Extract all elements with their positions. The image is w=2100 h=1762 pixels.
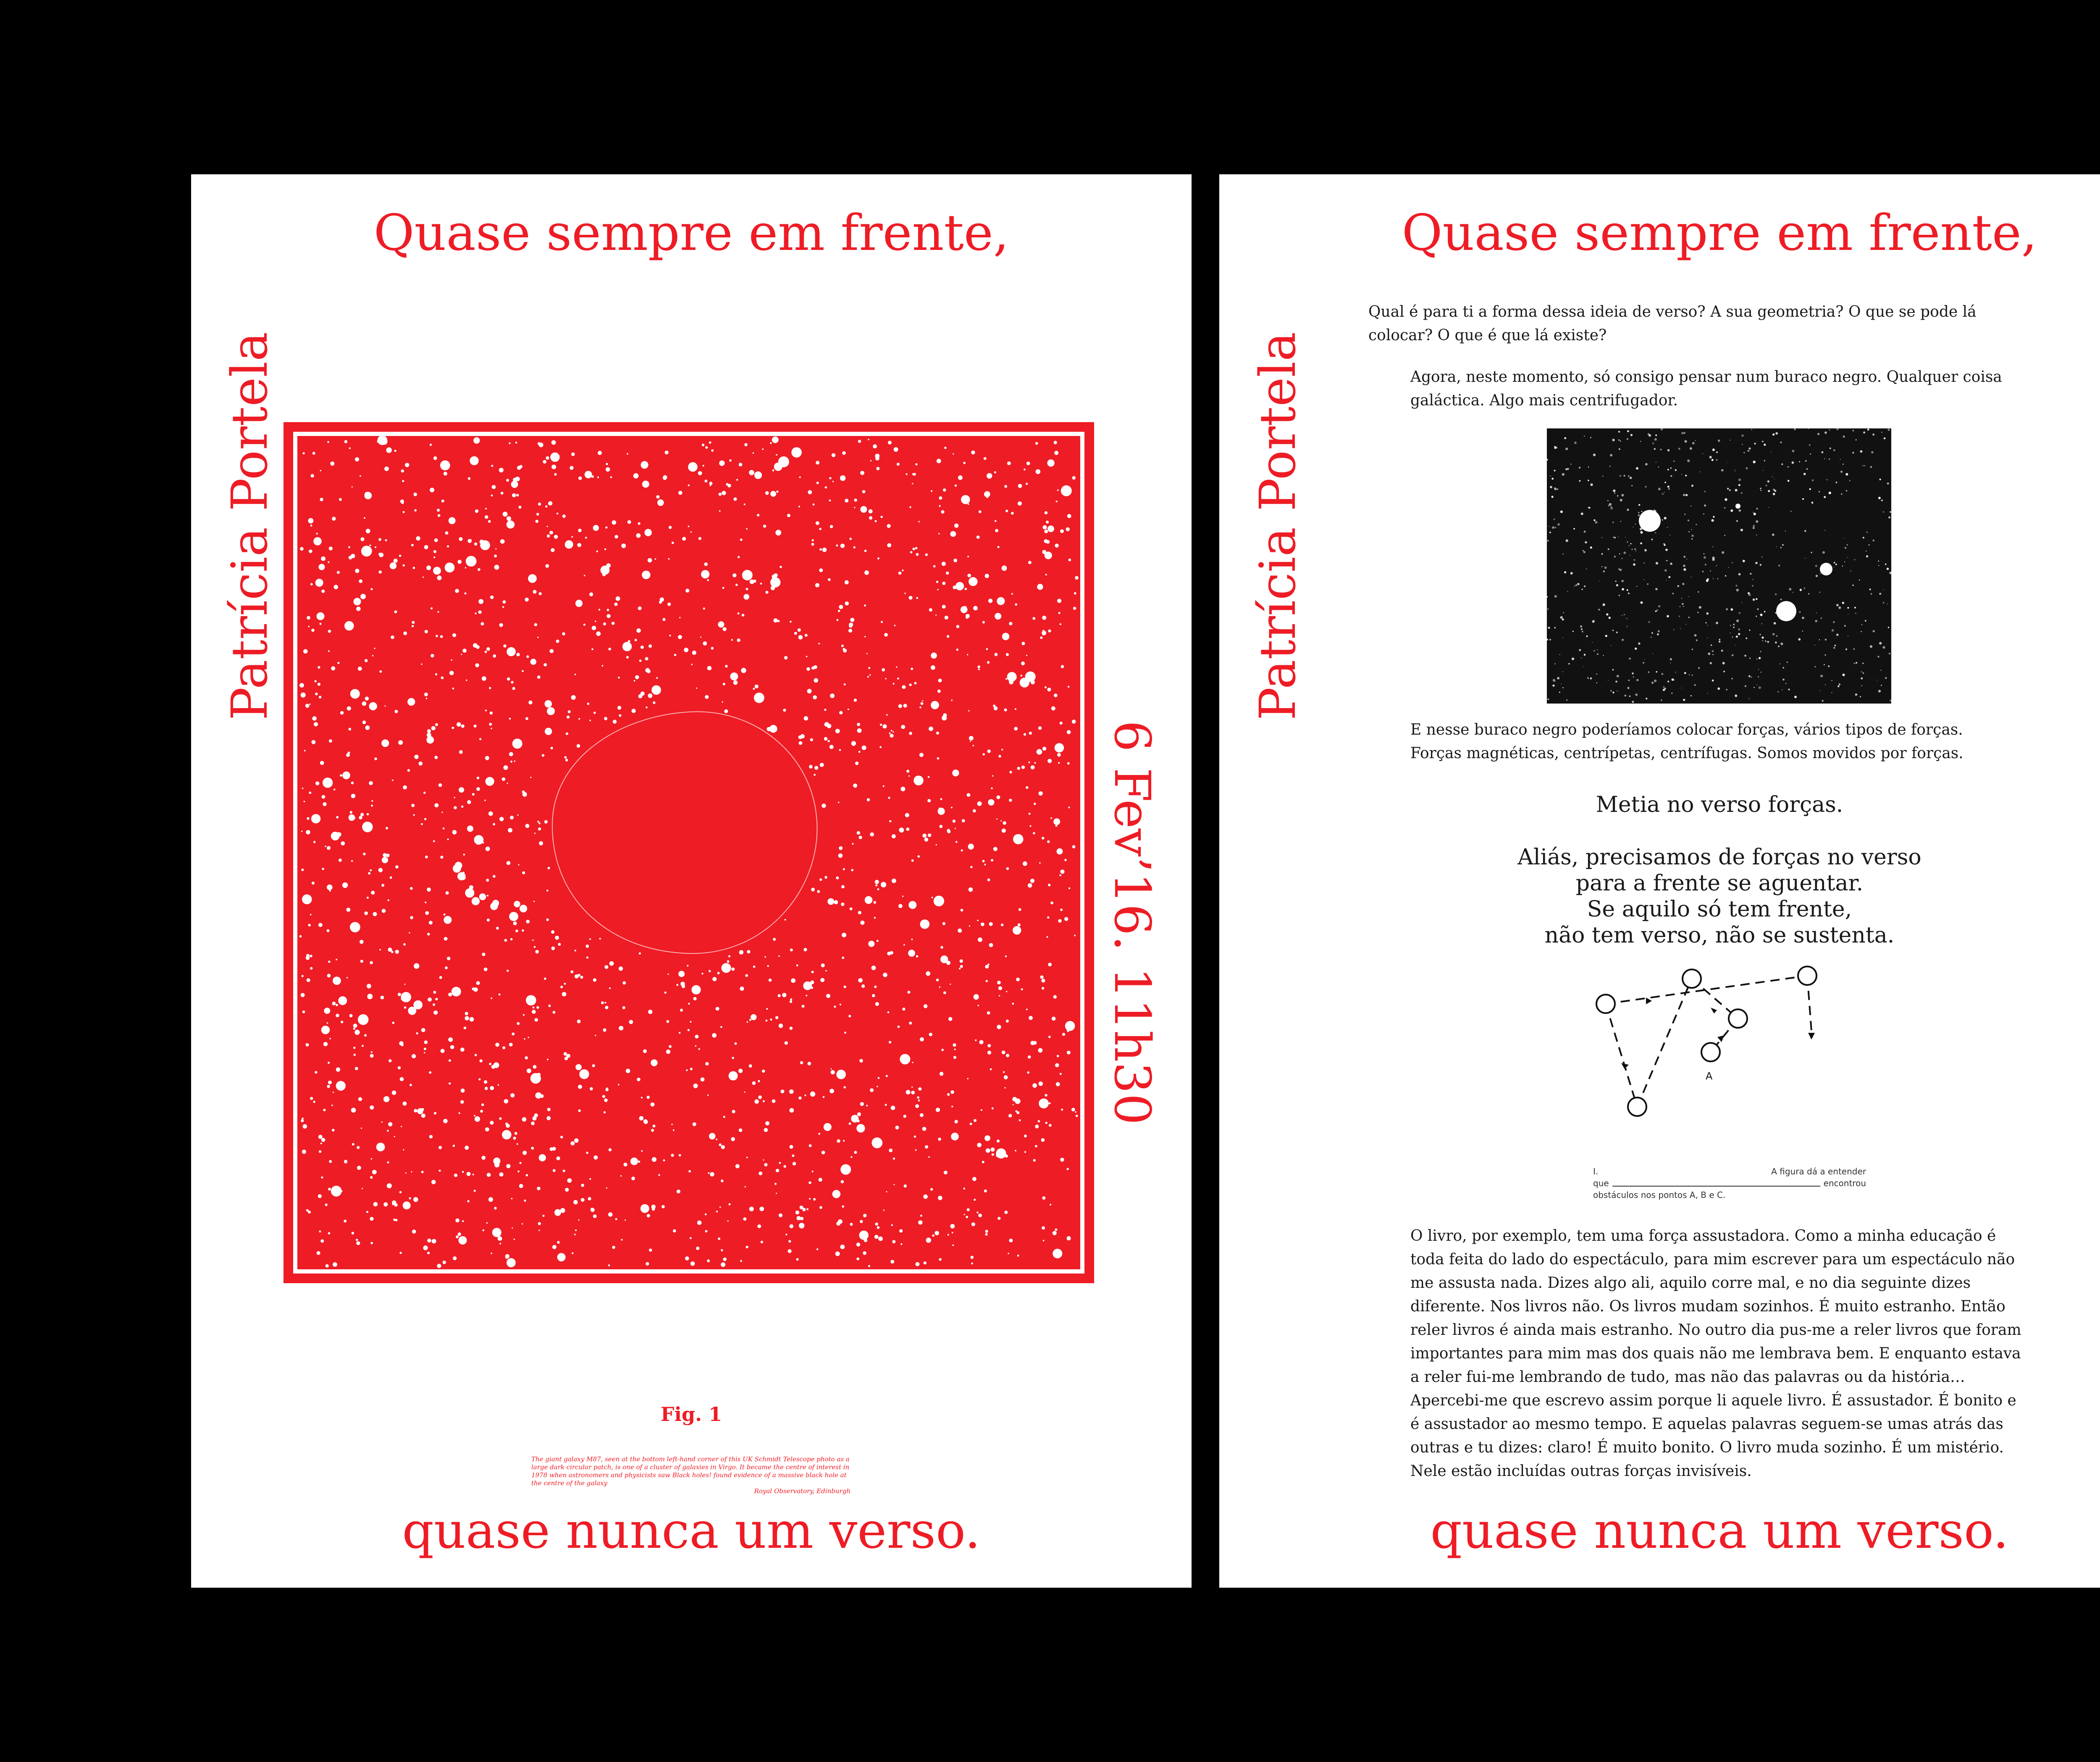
diagram-caption-end: encontrou [1823, 1178, 1866, 1188]
poster-right [1219, 174, 2100, 1588]
diagram-caption-blank [1612, 1186, 1820, 1187]
poster-left [191, 174, 1192, 1588]
poster-title-top: Quase sempre em frente, [373, 204, 1009, 262]
diagram-caption-right: A figura dá a entender [1771, 1166, 1866, 1176]
poster-title-bottom: quase nunca um verso. [402, 1502, 981, 1560]
caption-text: The giant galaxy M87, seen at the bottom left-hand corner of this UK Schmidt Telescope photo as a large dark circular patch, is one of a cluster of galaxies in Virgo. It became the centre of interest in 1978 when astronomers and physicists saw Black holes! found evidence of a massive black hole at the centre of the galaxy [531, 1455, 850, 1487]
author-name [1249, 331, 1307, 720]
pull-quote-line: não tem verso, não se sustenta. [1544, 923, 1895, 948]
event-date-text: 6 Fev’16. 11h30 [1103, 720, 1161, 1125]
figure-caption [531, 1455, 850, 1495]
pull-quote-line: Se aquilo só tem frente, [1587, 897, 1852, 922]
force-diagram [1589, 964, 1849, 1140]
caption-credit: Royal Observatory, Edinburgh [754, 1487, 850, 1495]
black-hole-disc [552, 712, 817, 953]
pull-quote-1: Metia no verso forças. [1596, 792, 1843, 817]
poster-title-bottom: quase nunca um verso. [1430, 1502, 2009, 1560]
author-name-text: Patrícia Portela [220, 331, 278, 720]
poster-title-top: Quase sempre em frente, [1402, 204, 2037, 262]
pull-quote-2 [1219, 844, 2100, 948]
event-date [1103, 720, 1161, 1125]
pull-quote-line: Aliás, precisamos de forças no verso [1517, 845, 1922, 870]
figure-label: Fig. 1 [660, 1403, 722, 1426]
diagram-caption-left: que [1593, 1178, 1609, 1188]
black-hole-photo [1547, 428, 1891, 704]
diagram-caption-number: I. [1593, 1166, 1599, 1176]
galaxy-artwork [284, 422, 1094, 1283]
answer-paragraph-1: Agora, neste momento, só consigo pensar num buraco negro. Qualquer coisa galáctica. Algo mais centrifugador. [1410, 368, 2002, 409]
diagram-point-label: A [1706, 1070, 1713, 1082]
diagram-caption [1593, 1166, 1866, 1201]
author-name-text: Patrícia Portela [1249, 331, 1307, 720]
pull-quote-line: para a frente se aguentar. [1575, 871, 1864, 896]
interview-question: Qual é para ti a forma dessa ideia de verso? A sua geometria? O que se pode lá colocar? O que é que lá existe? [1368, 303, 1977, 344]
author-name [220, 331, 278, 720]
answer-paragraph-2: E nesse buraco negro poderíamos colocar forças, vários tipos de forças. Forças magnéticas, centrípetas, centrífugas. Somos movidos por forças. [1410, 721, 1964, 762]
answer-paragraph-3: O livro, por exemplo, tem uma força assustadora. Como a minha educação é toda feita do lado do espectáculo, para mim escrever para um espectáculo não me assusta nada. Dizes algo ali, aquilo corre mal, e no dia seguinte dizes diferente. Nos livros não. Os livros mudam sozinhos. É muito estranho. Então reler livros é ainda mais estranho. No outro dia pus-me a reler livros que foram importantes para mim mas dos quais não me lembrava bem. E enquanto estava a reler fui-me lembrando de tudo, mas não das palavras ou da história… Apercebi-me que escrevo assim porque li aquele livro. É assustador. É bonito e é assustador ao mesmo tempo. E aquelas palavras seguem-se umas atrás das outras e tu dizes: claro! É muito bonito. O livro muda sozinho. É um mistério. Nele estão incluídas outras forças invisíveis. [1410, 1227, 2021, 1480]
diagram-caption-line2: obstáculos nos pontos A, B e C. [1593, 1190, 1726, 1200]
